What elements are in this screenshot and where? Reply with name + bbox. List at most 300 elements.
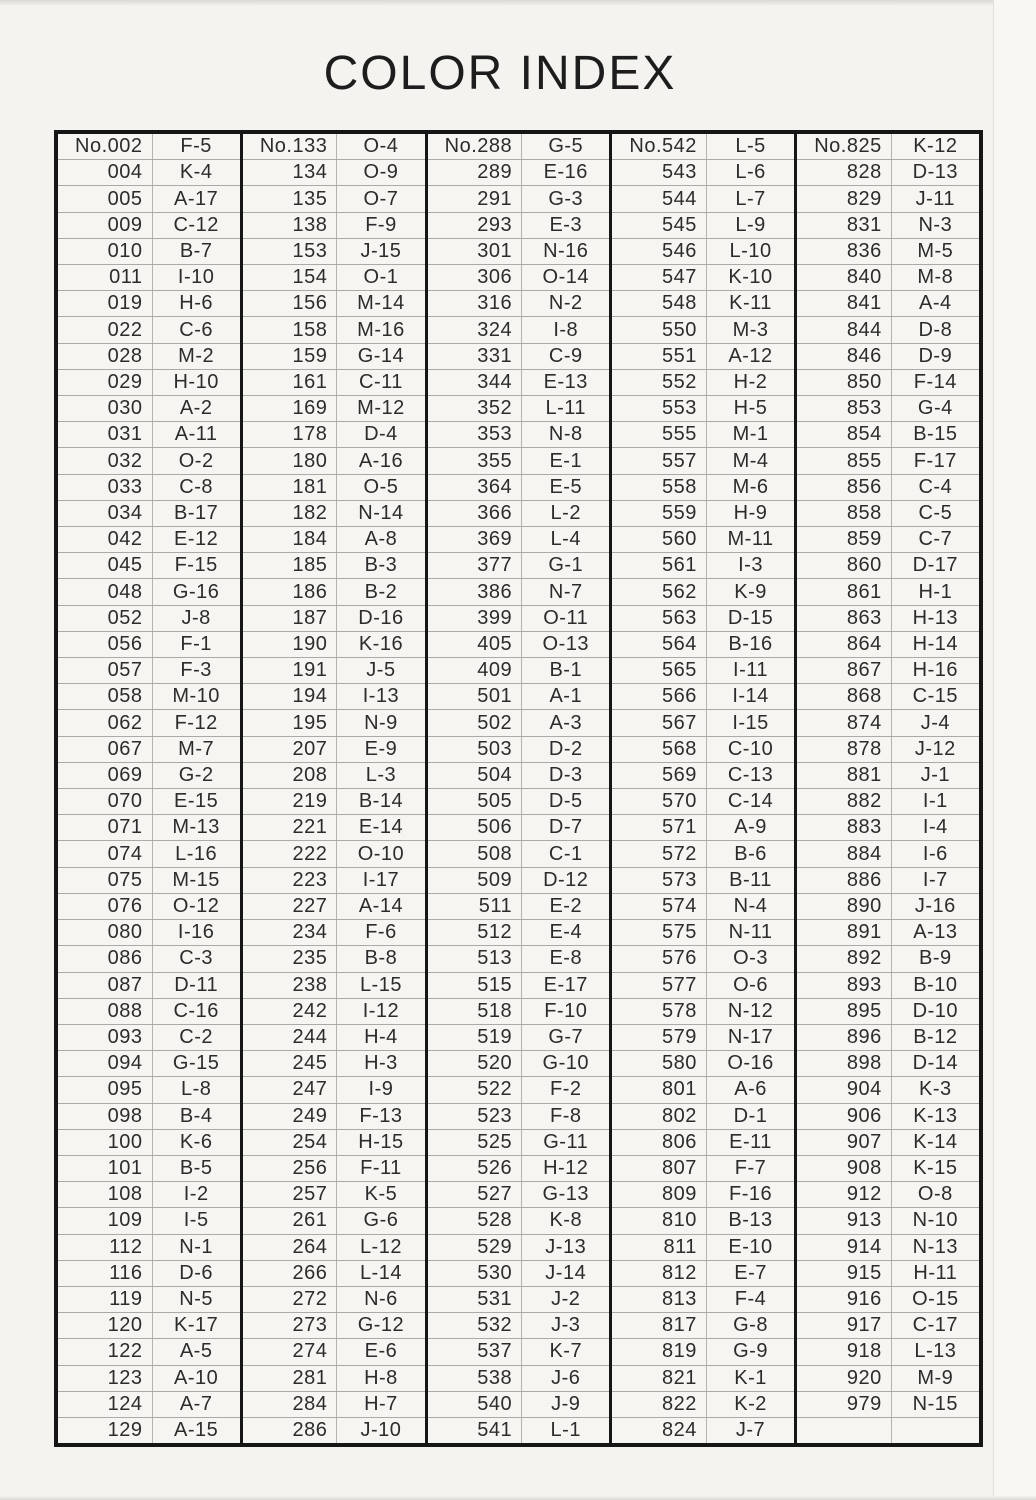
table-row: [612, 1155, 794, 1181]
table-row: [797, 316, 979, 342]
grid-position-cell: O-7: [363, 187, 399, 210]
color-number-cell: 281: [243, 1366, 338, 1391]
scan-edge-right: [993, 0, 1036, 1500]
color-number-cell: 868: [797, 684, 892, 709]
table-row: [797, 631, 979, 657]
grid-position-cell: G-1: [548, 554, 584, 577]
color-number-cell: 854: [797, 422, 892, 447]
grid-position-cell: H-10: [173, 370, 219, 393]
grid-position-cell: K-4: [179, 161, 213, 184]
table-row: [58, 1129, 240, 1155]
color-number-cell: 828: [797, 160, 892, 185]
grid-position-cell: B-12: [913, 1026, 958, 1048]
color-number-cell: 124: [58, 1392, 153, 1417]
table-row: [612, 1391, 794, 1417]
table-row: [243, 1129, 425, 1155]
grid-position-cell: C-6: [179, 318, 214, 341]
grid-position-cell: M-8: [917, 266, 954, 289]
table-row: [612, 159, 794, 185]
color-number-cell: 916: [797, 1287, 892, 1312]
grid-position-cell: G-11: [543, 1130, 589, 1153]
color-number-cell: 058: [58, 684, 153, 709]
grid-position-cell: K-10: [728, 266, 773, 289]
grid-position-cell: A-1: [549, 685, 583, 708]
grid-position-cell: E-4: [549, 921, 583, 944]
grid-position-cell: D-4: [364, 423, 398, 446]
table-row: [428, 474, 610, 500]
table-row: [797, 526, 979, 552]
grid-position-cell: L-6: [735, 161, 766, 184]
grid-position-cell: M-5: [917, 239, 954, 262]
color-number-cell: 908: [797, 1156, 892, 1181]
color-number-cell: 134: [243, 160, 338, 185]
grid-position-cell: F-5: [180, 135, 212, 158]
grid-position-cell: C-17: [912, 1314, 959, 1337]
grid-position-cell: I-2: [183, 1183, 209, 1206]
table-row: [58, 526, 240, 552]
grid-position-cell: K-12: [913, 135, 958, 158]
color-number-cell: 028: [58, 344, 153, 369]
color-number-cell: 074: [58, 841, 153, 866]
color-number-cell: 525: [428, 1130, 523, 1155]
table-row: [797, 1155, 979, 1181]
table-row: [428, 1181, 610, 1207]
grid-position-cell: L-10: [729, 239, 772, 262]
table-row: [797, 1076, 979, 1102]
color-number-cell: 352: [428, 396, 523, 421]
column-group: [609, 134, 794, 1443]
color-number-cell: 509: [428, 868, 523, 893]
color-number-cell: 577: [612, 973, 707, 998]
table-row: [243, 343, 425, 369]
table-row: [612, 185, 794, 211]
color-number-cell: 891: [797, 920, 892, 945]
grid-position-cell: J-15: [360, 239, 402, 262]
grid-position-cell: O-5: [363, 475, 399, 498]
grid-position-cell: L-8: [180, 1078, 212, 1101]
table-row: [428, 788, 610, 814]
color-number-cell: 377: [428, 553, 523, 578]
grid-position-cell: N-13: [912, 1235, 959, 1258]
grid-position-cell: C-13: [727, 763, 774, 786]
grid-position-cell: F-12: [174, 711, 218, 734]
color-number-cell: 502: [428, 710, 523, 735]
grid-position-cell: N-5: [179, 1288, 214, 1311]
grid-position-cell: A-16: [358, 449, 404, 472]
grid-position-cell: M-6: [732, 475, 769, 498]
color-number-cell: 056: [58, 632, 153, 657]
grid-position-cell: M-11: [727, 528, 774, 551]
color-number-cell: 181: [243, 475, 338, 500]
color-number-cell: 807: [612, 1156, 707, 1181]
grid-position-cell: I-8: [553, 318, 579, 341]
table-row: [58, 1076, 240, 1102]
grid-position-cell: A-4: [919, 292, 952, 315]
grid-position-cell: M-15: [172, 868, 220, 891]
grid-position-cell: J-3: [551, 1314, 581, 1337]
table-row: [243, 1365, 425, 1391]
table-row: [58, 1417, 240, 1443]
color-number-cell: 882: [797, 789, 892, 814]
table-row: [428, 893, 610, 919]
color-number-cell: 850: [797, 370, 892, 395]
table-row: [612, 657, 794, 683]
color-number-cell: 553: [612, 396, 707, 421]
grid-position-cell: B-2: [364, 580, 398, 603]
grid-position-cell: J-9: [551, 1392, 581, 1415]
table-row: [428, 395, 610, 421]
color-number-cell: 306: [428, 265, 523, 290]
color-number-cell: 004: [58, 160, 153, 185]
grid-position-cell: E-11: [729, 1130, 772, 1153]
color-number-cell: 057: [58, 658, 153, 683]
table-row: [243, 1155, 425, 1181]
grid-position-cell: D-3: [548, 763, 583, 786]
table-row: [612, 972, 794, 998]
color-number-cell: 316: [428, 291, 523, 316]
table-row: [58, 290, 240, 316]
color-number-cell: 273: [243, 1313, 338, 1338]
color-number-cell: 289: [428, 160, 523, 185]
grid-position-cell: A-2: [179, 397, 213, 420]
color-number-cell: 180: [243, 448, 338, 473]
table-row: [612, 788, 794, 814]
grid-position-cell: O-12: [172, 894, 220, 917]
color-number-cell: 883: [797, 815, 892, 840]
table-row: [243, 972, 425, 998]
color-number-cell: 886: [797, 868, 892, 893]
grid-position-cell: C-11: [359, 370, 403, 393]
grid-position-cell: M-13: [172, 816, 220, 839]
grid-position-cell: J-12: [914, 737, 956, 760]
table-row: [428, 1207, 610, 1233]
table-row: [797, 1234, 979, 1260]
color-number-cell: 570: [612, 789, 707, 814]
color-number-cell: 855: [797, 448, 892, 473]
color-number-cell: 505: [428, 789, 523, 814]
table-row: [58, 134, 240, 159]
table-row: [58, 1181, 240, 1207]
table-row: [428, 814, 610, 840]
grid-position-cell: F-17: [913, 449, 957, 472]
grid-position-cell: K-3: [919, 1078, 952, 1101]
grid-position-cell: B-6: [734, 842, 767, 865]
color-number-cell: 194: [243, 684, 338, 709]
color-number-cell: 906: [797, 1104, 892, 1129]
table-row: [612, 605, 794, 631]
table-row: [58, 762, 240, 788]
table-row: [428, 526, 610, 552]
grid-position-cell: H-2: [733, 370, 768, 393]
color-number-cell: 129: [58, 1418, 153, 1443]
grid-position-cell: B-8: [364, 947, 398, 970]
color-number-cell: 881: [797, 763, 892, 788]
grid-position-cell: G-12: [357, 1314, 405, 1337]
grid-position-cell: H-14: [912, 632, 959, 655]
color-number-cell: 580: [612, 1051, 707, 1076]
grid-position-cell: O-1: [363, 266, 399, 289]
table-row: [797, 1181, 979, 1207]
color-number-cell: 123: [58, 1366, 153, 1391]
color-number-cell: 353: [428, 422, 523, 447]
color-number-cell: 034: [58, 501, 153, 526]
color-number-cell: 254: [243, 1130, 338, 1155]
grid-position-cell: A-13: [913, 921, 958, 944]
grid-position-cell: N-10: [912, 1209, 959, 1232]
table-row: [797, 1260, 979, 1286]
color-number-cell: 101: [58, 1156, 153, 1181]
table-row: [243, 840, 425, 866]
table-row: [58, 1103, 240, 1129]
color-number-cell: 546: [612, 239, 707, 264]
grid-position-cell: H-7: [364, 1392, 398, 1415]
color-number-cell: 551: [612, 344, 707, 369]
grid-position-cell: I-5: [183, 1209, 209, 1232]
grid-position-cell: G-5: [548, 135, 584, 158]
table-row: [58, 998, 240, 1024]
color-number-cell: 242: [243, 999, 338, 1024]
table-row: [243, 762, 425, 788]
color-number-cell: 520: [428, 1051, 523, 1076]
color-number-cell: 979: [797, 1392, 892, 1417]
color-number-cell: 222: [243, 841, 338, 866]
grid-position-cell: O-16: [727, 1052, 774, 1075]
color-number-cell: 563: [612, 606, 707, 631]
color-number-cell: 853: [797, 396, 892, 421]
color-number-cell: 161: [243, 370, 338, 395]
color-number-cell: 913: [797, 1208, 892, 1233]
grid-position-cell: D-9: [918, 344, 953, 367]
color-number-cell: 022: [58, 317, 153, 342]
color-number-cell: 892: [797, 946, 892, 971]
color-number-cell: 116: [58, 1261, 153, 1286]
grid-position-cell: N-16: [543, 239, 589, 262]
color-number-cell: 579: [612, 1025, 707, 1050]
table-row: [243, 893, 425, 919]
table-row: [797, 1103, 979, 1129]
color-number-cell: 274: [243, 1339, 338, 1364]
table-row: [243, 1338, 425, 1364]
table-row: [58, 238, 240, 264]
color-number-cell: 578: [612, 999, 707, 1024]
color-number-cell: 355: [428, 448, 523, 473]
color-number-cell: 135: [243, 186, 338, 211]
table-row: [428, 1050, 610, 1076]
grid-position-cell: H-1: [918, 580, 953, 603]
color-number-cell: 052: [58, 606, 153, 631]
table-row: [612, 264, 794, 290]
table-row: [428, 343, 610, 369]
table-row: [58, 212, 240, 238]
table-row: [58, 736, 240, 762]
grid-position-cell: L-12: [359, 1235, 402, 1258]
table-row: [243, 500, 425, 526]
table-row: [612, 1234, 794, 1260]
color-number-cell: 560: [612, 527, 707, 552]
color-number-cell: 138: [243, 213, 338, 238]
grid-position-cell: E-3: [549, 213, 583, 236]
color-number-cell: 120: [58, 1313, 153, 1338]
table-row: [428, 500, 610, 526]
color-number-cell: 829: [797, 186, 892, 211]
grid-position-cell: F-2: [550, 1078, 582, 1101]
table-row: [58, 683, 240, 709]
grid-position-cell: A-12: [728, 344, 773, 367]
grid-position-cell: L-1: [550, 1419, 581, 1442]
grid-position-cell: F-6: [365, 921, 397, 944]
color-number-cell: 907: [797, 1130, 892, 1155]
table-row: [58, 578, 240, 604]
table-row: [612, 552, 794, 578]
color-number-cell: 824: [612, 1418, 707, 1443]
table-row: [428, 1312, 610, 1338]
color-number-cell: 519: [428, 1025, 523, 1050]
table-row: [428, 316, 610, 342]
color-number-cell: 190: [243, 632, 338, 657]
table-row: [797, 945, 979, 971]
grid-position-cell: D-1: [733, 1104, 768, 1127]
column-group: [425, 134, 610, 1443]
color-number-cell: 508: [428, 841, 523, 866]
table-row: [243, 1417, 425, 1443]
grid-position-cell: O-2: [178, 449, 214, 472]
table-row: [428, 1391, 610, 1417]
color-number-cell: 538: [428, 1366, 523, 1391]
table-row: [243, 1312, 425, 1338]
table-row: [243, 1103, 425, 1129]
color-number-cell: 856: [797, 475, 892, 500]
color-number-cell: 915: [797, 1261, 892, 1286]
grid-position-cell: G-6: [363, 1209, 399, 1232]
color-number-cell: 512: [428, 920, 523, 945]
color-number-cell: 324: [428, 317, 523, 342]
table-row: [797, 264, 979, 290]
grid-position-cell: A-10: [174, 1366, 219, 1389]
table-row: [612, 998, 794, 1024]
grid-position-cell: O-10: [357, 842, 405, 865]
table-row: [58, 395, 240, 421]
table-row: [797, 1312, 979, 1338]
table-row: [612, 1365, 794, 1391]
table-row: [243, 578, 425, 604]
color-number-cell: 572: [612, 841, 707, 866]
grid-position-cell: H-16: [912, 659, 959, 682]
color-number-cell: 076: [58, 894, 153, 919]
color-number-cell: No.133: [243, 134, 338, 159]
grid-position-cell: O-6: [733, 973, 768, 996]
table-row: [428, 552, 610, 578]
table-row: [797, 474, 979, 500]
grid-position-cell: D-13: [912, 161, 959, 184]
color-number-cell: 344: [428, 370, 523, 395]
table-row: [797, 212, 979, 238]
color-number-cell: 067: [58, 737, 153, 762]
table-row: [428, 840, 610, 866]
column-group: [240, 134, 425, 1443]
color-number-cell: 030: [58, 396, 153, 421]
scan-edge-top: [0, 0, 1036, 6]
grid-position-cell: C-14: [727, 790, 774, 813]
grid-position-cell: A-15: [174, 1419, 219, 1442]
color-number-cell: 568: [612, 737, 707, 762]
grid-position-cell: C-7: [918, 528, 953, 551]
color-number-cell: 573: [612, 868, 707, 893]
grid-position-cell: N-6: [364, 1288, 398, 1311]
color-number-cell: 543: [612, 160, 707, 185]
table-row: [428, 631, 610, 657]
grid-position-cell: K-9: [734, 580, 767, 603]
grid-position-cell: E-14: [358, 816, 404, 839]
color-number-cell: 904: [797, 1077, 892, 1102]
color-number-cell: 532: [428, 1313, 523, 1338]
table-row: [612, 919, 794, 945]
color-number-cell: 086: [58, 946, 153, 971]
table-row: [612, 578, 794, 604]
grid-position-cell: K-16: [358, 632, 404, 655]
grid-position-cell: I-1: [922, 790, 948, 813]
grid-position-cell: C-3: [179, 947, 214, 970]
grid-position-cell: M-12: [357, 397, 405, 420]
table-row: [797, 1365, 979, 1391]
grid-position-cell: H-13: [912, 606, 959, 629]
color-number-cell: 530: [428, 1261, 523, 1286]
table-row: [243, 814, 425, 840]
table-row: [797, 683, 979, 709]
table-row: [243, 421, 425, 447]
color-number-cell: 529: [428, 1235, 523, 1260]
grid-position-cell: F-1: [180, 632, 212, 655]
color-number-cell: 159: [243, 344, 338, 369]
color-number-cell: 186: [243, 579, 338, 604]
table-row: [58, 709, 240, 735]
grid-position-cell: M-14: [357, 292, 405, 315]
table-row: [797, 1024, 979, 1050]
grid-position-cell: B-17: [174, 501, 219, 524]
color-number-cell: 540: [428, 1392, 523, 1417]
table-row: [58, 343, 240, 369]
grid-position-cell: B-9: [919, 947, 952, 970]
table-row: [58, 814, 240, 840]
color-number-cell: 032: [58, 448, 153, 473]
grid-position-cell: M-7: [178, 737, 215, 760]
table-row: [428, 290, 610, 316]
color-number-cell: 846: [797, 344, 892, 369]
color-number-cell: 094: [58, 1051, 153, 1076]
table-row: [797, 134, 979, 159]
color-number-cell: 235: [243, 946, 338, 971]
color-number-cell: 545: [612, 213, 707, 238]
grid-position-cell: E-1: [549, 449, 583, 472]
table-row: [797, 343, 979, 369]
color-number-cell: 261: [243, 1208, 338, 1233]
table-row: [243, 1181, 425, 1207]
table-row: [58, 421, 240, 447]
table-row: [243, 1260, 425, 1286]
color-number-cell: 119: [58, 1287, 153, 1312]
table-row: [243, 264, 425, 290]
table-row: [797, 185, 979, 211]
table-row: [797, 1207, 979, 1233]
table-row: [58, 1286, 240, 1312]
color-number-cell: 042: [58, 527, 153, 552]
color-number-cell: 208: [243, 763, 338, 788]
color-number-cell: 108: [58, 1182, 153, 1207]
grid-position-cell: E-8: [549, 947, 583, 970]
grid-position-cell: J-11: [915, 187, 956, 210]
color-number-cell: 557: [612, 448, 707, 473]
column-group: [58, 134, 240, 1443]
grid-position-cell: A-5: [179, 1340, 213, 1363]
